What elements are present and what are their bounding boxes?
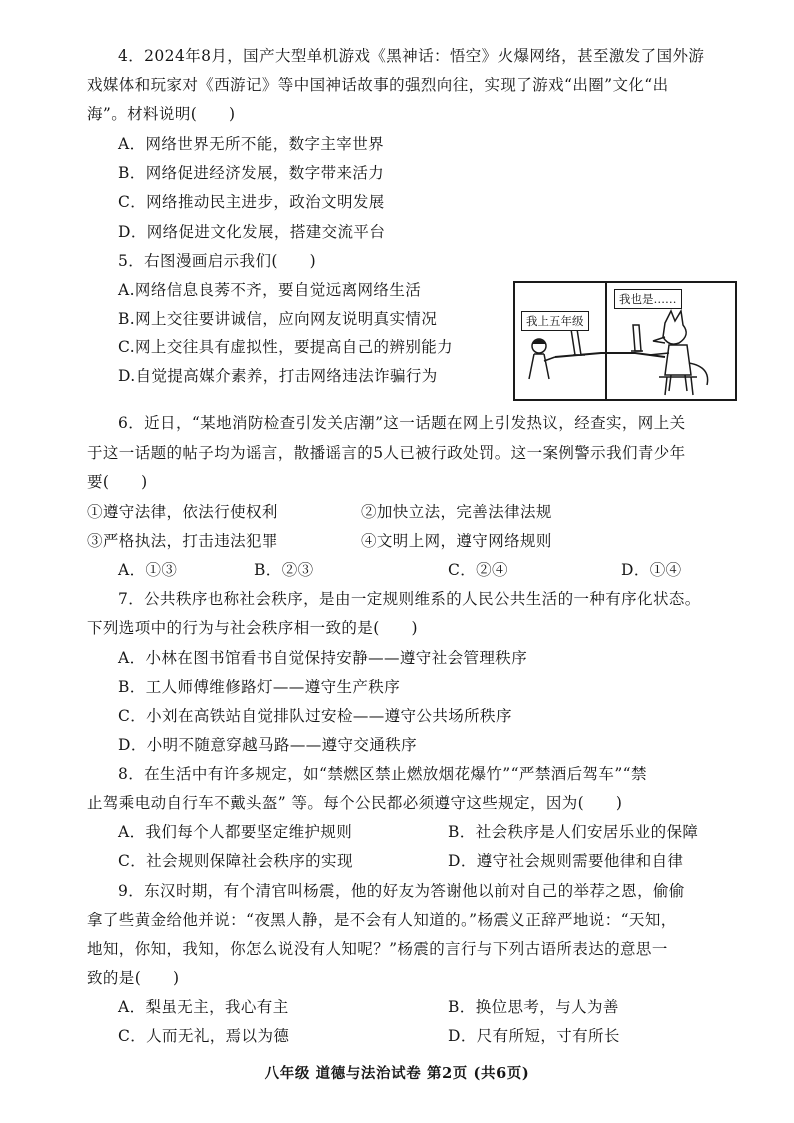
q9-stem-line-1: 9．东汉时期，有个清官叫杨震，他的好友为答谢他以前对自己的举荐之恩，偷偷 [118, 882, 685, 900]
q9-stem-line-2: 拿了些黄金给他并说：“夜黑人静，是不会有人知道的。”杨震义正辞严地说：“天知， [87, 911, 677, 929]
q5-option-a: A.网络信息良莠不齐，要自觉远离网络生活 [118, 281, 422, 299]
q9-stem-line-3: 地知，你知，我知，你怎么说没有人知呢？”杨震的言行与下列古语所表达的意思一 [87, 940, 668, 958]
q7-option-c: C．小刘在高铁站自觉排队过安检——遵守公共场所秩序 [118, 707, 512, 725]
q4-option-d: D．网络促进文化发展，搭建交流平台 [118, 223, 386, 241]
q7-option-d: D．小明不随意穿越马路——遵守交通秩序 [118, 736, 418, 754]
q6-option-c: C．②④ [448, 561, 508, 579]
q4-stem-line-3: 海”。材料说明( ) [87, 105, 236, 123]
q4-option-a: A．网络世界无所不能，数字主宰世界 [118, 135, 384, 153]
q6-item-1: ①遵守法律，依法行使权利 [87, 503, 278, 521]
q4-option-c: C．网络推动民主进步，政治文明发展 [118, 193, 385, 211]
q8-stem-line-2: 止驾乘电动自行车不戴头盔” 等。每个公民都必须遵守这些规定，因为( ) [87, 794, 623, 812]
q6-stem-line-2: 于这一话题的帖子均为谣言，散播谣言的5人已被行政处罚。这一案例警示我们青少年 [87, 444, 686, 462]
q9-option-c: C．人而无礼，焉以为德 [118, 1027, 290, 1045]
page-footer: 八年级 道德与法治试卷 第2页 (共6页) [264, 1065, 530, 1082]
q8-option-d: D．遵守社会规则需要他律和自律 [448, 852, 684, 870]
comic-speech-bubble-left: 我上五年级 [521, 311, 589, 331]
q6-item-2: ②加快立法，完善法律法规 [361, 503, 552, 521]
q8-stem-line-1: 8．在生活中有许多规定，如“禁燃区禁止燃放烟花爆竹”“严禁酒后驾车”“禁 [118, 765, 647, 783]
comic-speech-bubble-right: 我也是…… [614, 289, 682, 309]
q5-stem: 5．右图漫画启示我们( ) [118, 252, 317, 270]
q9-option-b: B．换位思考，与人为善 [448, 998, 619, 1016]
q4-stem-line-1: 4．2024年8月，国产大型单机游戏《黑神话：悟空》火爆网络，甚至激发了国外游 [118, 47, 705, 65]
q9-option-d: D．尺有所短，寸有所长 [448, 1027, 620, 1045]
q6-option-a: A．①③ [118, 561, 178, 579]
q8-option-a: A．我们每个人都要坚定维护规则 [118, 823, 353, 841]
q8-option-b: B．社会秩序是人们安居乐业的保障 [448, 823, 699, 841]
q5-option-d: D.自觉提高媒介素养，打击网络违法诈骗行为 [118, 367, 438, 385]
q4-option-b: B．网络促进经济发展，数字带来活力 [118, 164, 385, 182]
q6-option-b: B．②③ [254, 561, 314, 579]
q6-item-4: ④文明上网，遵守网络规则 [361, 532, 552, 550]
q7-stem-line-2: 下列选项中的行为与社会秩序相一致的是( ) [87, 619, 418, 637]
q5-option-c: C.网上交往具有虚拟性，要提高自己的辨别能力 [118, 338, 454, 356]
q6-option-d: D．①④ [621, 561, 682, 579]
q6-stem-line-1: 6．近日，“某地消防检查引发关店潮”这一话题在网上引发热议，经查实，网上关 [118, 414, 686, 432]
q6-item-3: ③严格执法，打击违法犯罪 [87, 532, 278, 550]
q8-option-c: C．社会规则保障社会秩序的实现 [118, 852, 353, 870]
q6-stem-line-3: 要( ) [87, 473, 148, 491]
q5-option-b: B.网上交往要讲诚信，应向网友说明真实情况 [118, 310, 438, 328]
q7-option-b: B．工人师傅维修路灯——遵守生产秩序 [118, 678, 401, 696]
q4-stem-line-2: 戏媒体和玩家对《西游记》等中国神话故事的强烈向往，实现了游戏“出圈”文化“出 [87, 76, 669, 94]
q9-option-a: A．梨虽无主，我心有主 [118, 998, 289, 1016]
q7-option-a: A．小林在图书馆看书自觉保持安静——遵守社会管理秩序 [118, 649, 528, 667]
q7-stem-line-1: 7．公共秩序也称社会秩序，是由一定规则维系的人民公共生活的一种有序化状态。 [118, 590, 701, 608]
q9-stem-line-4: 致的是( ) [87, 969, 180, 987]
comic-illustration [513, 281, 737, 401]
